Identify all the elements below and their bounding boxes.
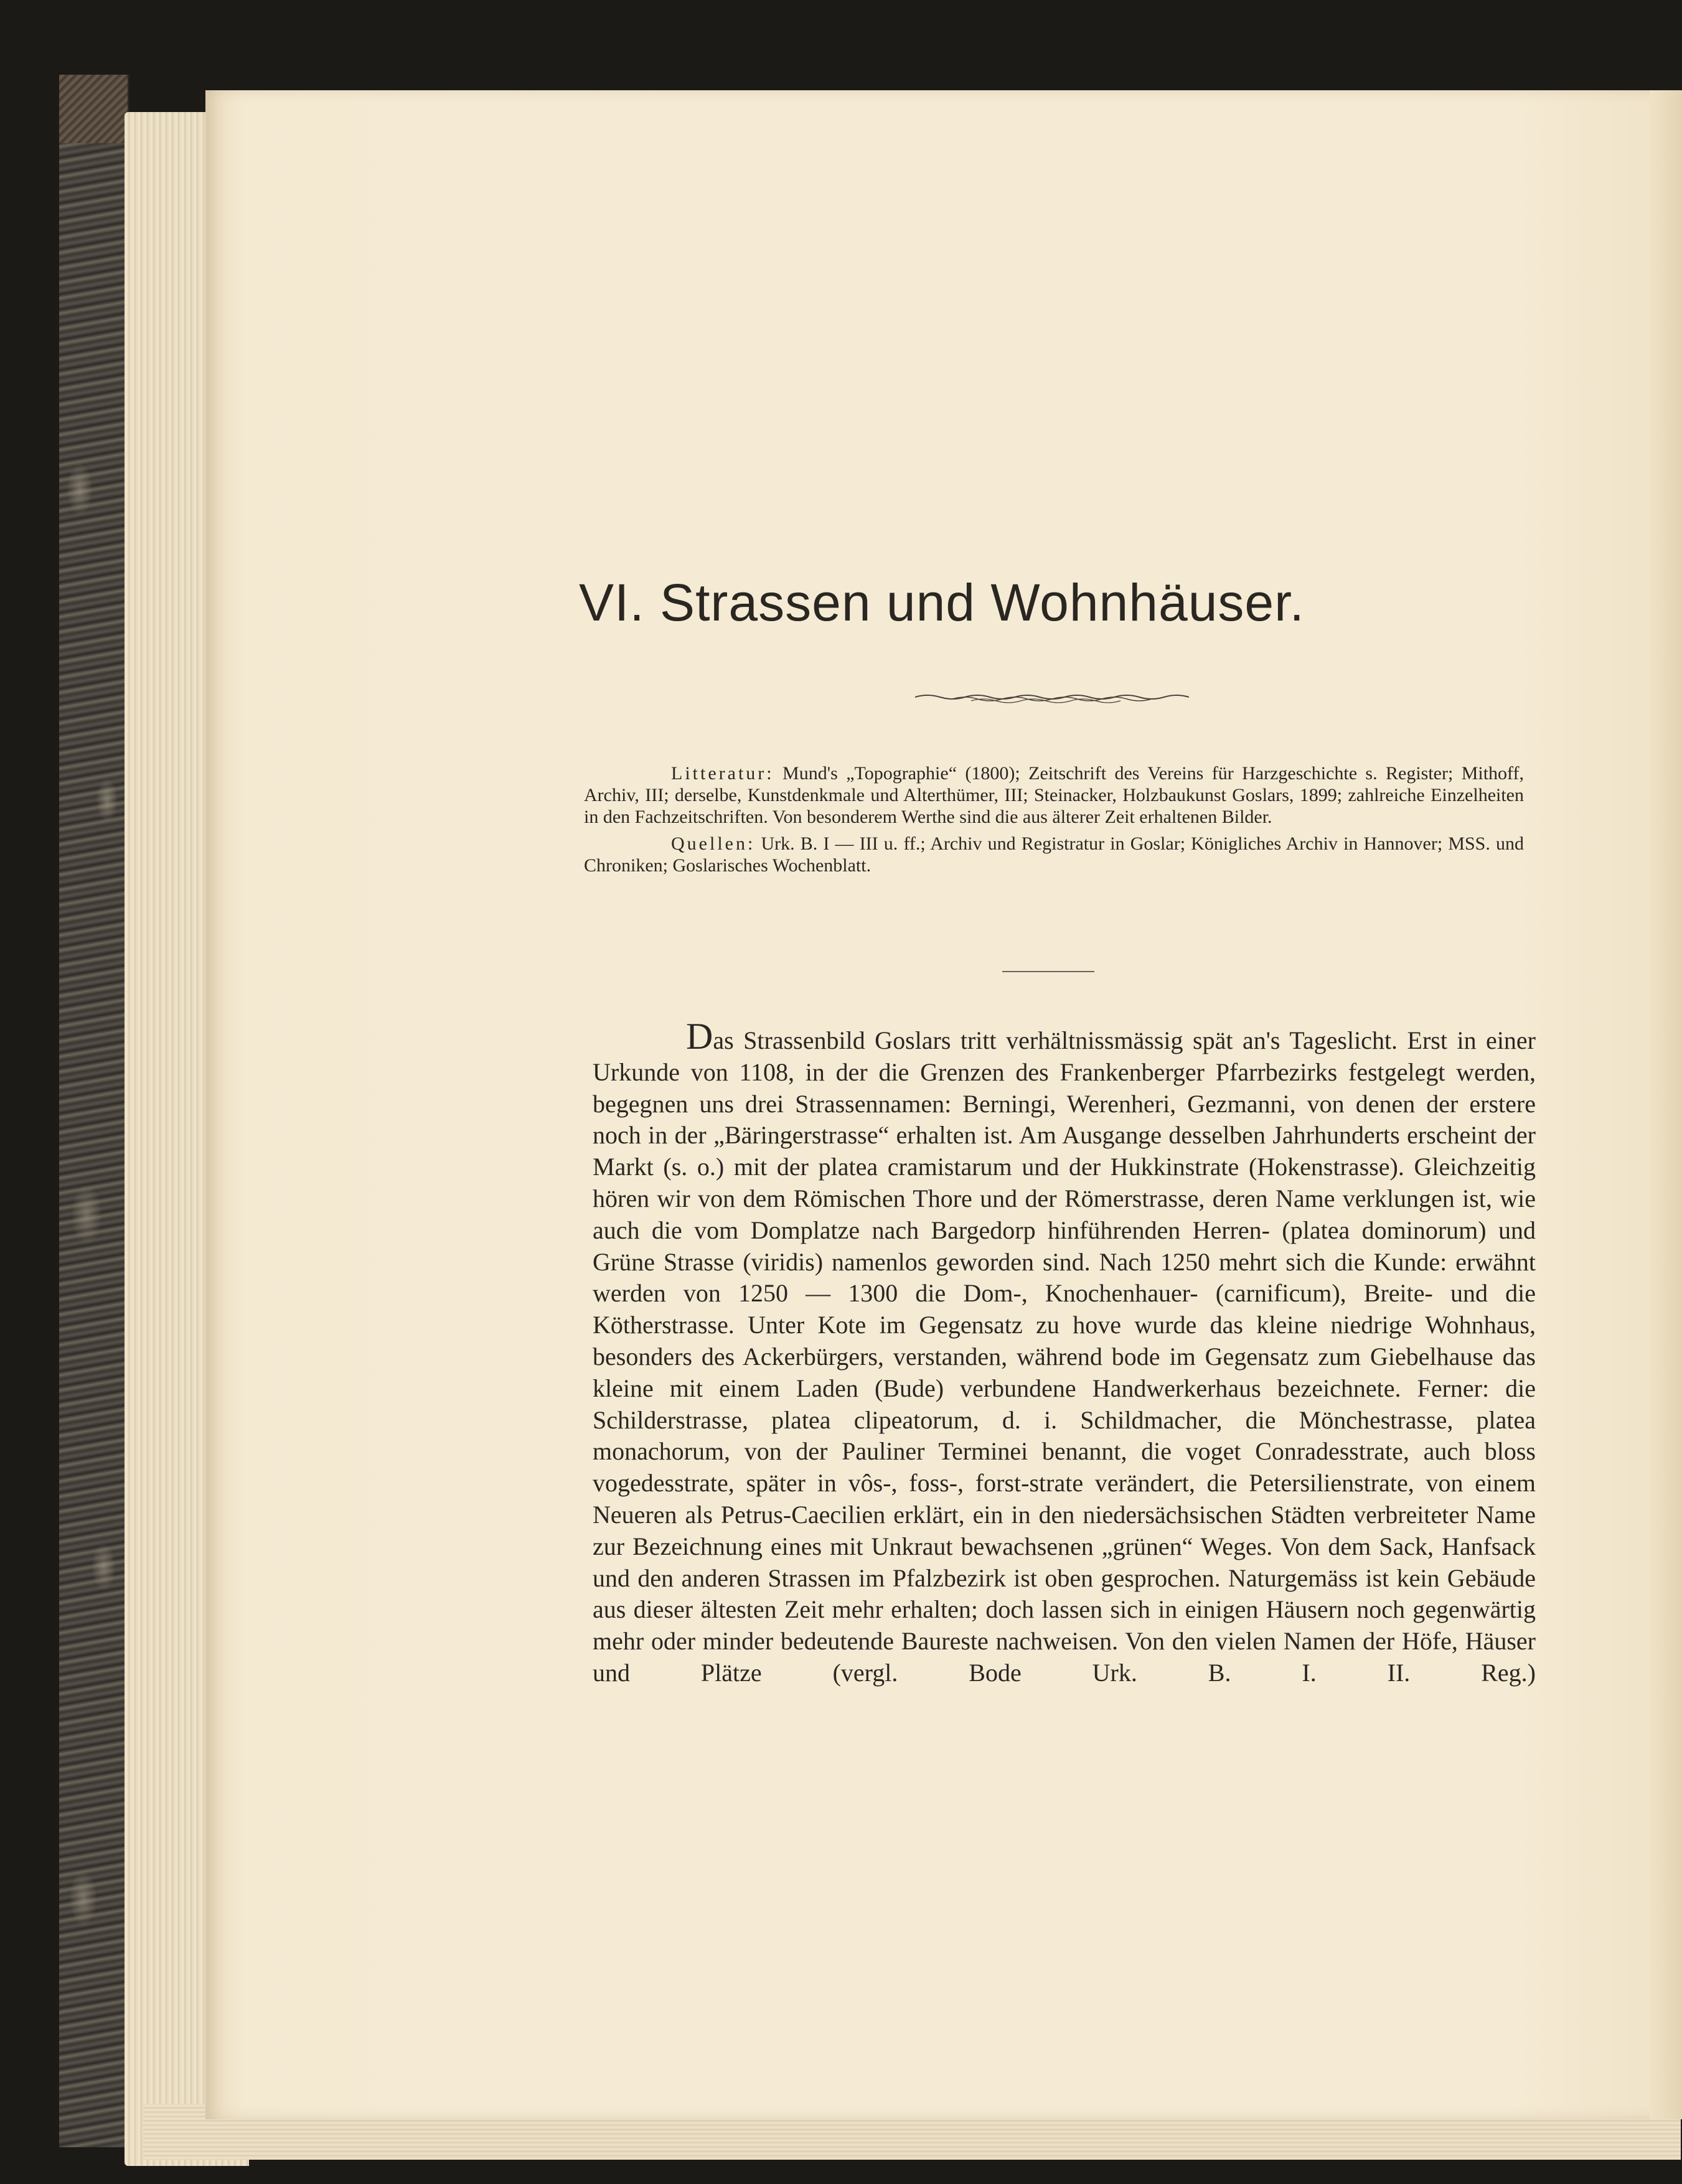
body-paragraph: Das Strassenbild Goslars tritt verhältnissmässig spät an's Tageslicht. Erst in einer Urkunde von 1108, in der die Grenzen des Frankenberger Pfarrbezirks festgelegt werden, begegnen uns drei Strassennamen: Berningi, Werenheri, Gezmanni, von denen der erstere noch in der „Bäringerstrasse“ erhalten ist. Am Ausgange desselben Jahrhunderts erscheint der Markt (s. o.) mit der platea cramistarum und der Hukkinstrate (Hokenstrasse). Gleichzeitig hören wir von dem Römischen Thore und der Römerstrasse, deren Name verklungen ist, wie auch die vom Domplatze nach Bargedorp hinführenden Herren- (platea dominorum) und Grüne Strasse (viridis) namenlos geworden sind. Nach 1250 mehrt sich die Kunde: erwähnt werden von 1250 — 1300 die Dom-, Knochenhauer- (carnificum), Breite- und die Kötherstrasse. Unter Kote im Gegensatz zu hove wurde das kleine niedrige Wohnhaus, besonders des Ackerbürgers, verstanden, während bode im Gegensatz zum Giebelhause das kleine mit einem Laden (Bude) verbundene Handwerkerhaus bezeichnete. Ferner: die Schilderstrasse, platea clipeatorum, d. i. Schildmacher, die Mönchestrasse, platea monachorum, von der Pauliner Terminei benannt, die voget Conradesstrate, auch bloss vogedesstrate, später in vôs-, foss-, forst-strate verändert, die Petersilienstrate, von einem Neueren als Petrus-Caecilien erklärt, ein in den niedersächsischen Städten verbreiteter Name zur Bezeichnung eines mit Unkraut bewachsenen „grünen“ Weges. Von dem Sack, Hanfsack und den anderen Strassen im Pfalzbezirk ist oben gesprochen. Naturgemäss ist kein Gebäude aus dieser ältesten Zeit mehr erhalten; doch lassen sich in einigen Häusern noch gegenwärtig mehr oder minder bedeutende Baureste nachweisen. Von den vielen Namen der Höfe, Häuser und Plätze (vergl. Bode Urk. B. I. II. Reg.) xyxy=(593,1016,1536,1687)
references-block xyxy=(584,762,1524,876)
section-divider xyxy=(1002,971,1094,972)
page-right-edge xyxy=(1650,90,1682,2119)
quellen-label: Quellen: xyxy=(671,833,756,854)
quellen-text: Urk. B. I — III u. ff.; Archiv und Registratur in Goslar; Königliches Archiv in Hannover; MSS. und Chroniken; Goslarisches Wochenblatt. xyxy=(584,833,1525,876)
quellen-paragraph xyxy=(584,833,1524,876)
literatur-paragraph xyxy=(584,762,1524,828)
marbled-spine xyxy=(59,75,129,2147)
spine-headband xyxy=(59,75,128,143)
literatur-text: Mund's „Topographie“ (1800); Zeitschrift des Vereins für Harzgeschichte s. Register; Mithoff, Archiv, III; derselbe, Kunstdenkmale und Alterthümer, III; Steinacker, Holzbaukunst Goslars, 1899; zahlreiche Einzelheiten in den Fachzeitschriften. Von besonderem Werthe sind die aus älterer Zeit erhaltenen Bilder. xyxy=(584,763,1524,827)
literatur-label: Litteratur: xyxy=(671,763,774,784)
title-ornament xyxy=(915,690,1189,705)
chapter-title: VI. Strassen und Wohnhäuser. xyxy=(579,573,1305,632)
